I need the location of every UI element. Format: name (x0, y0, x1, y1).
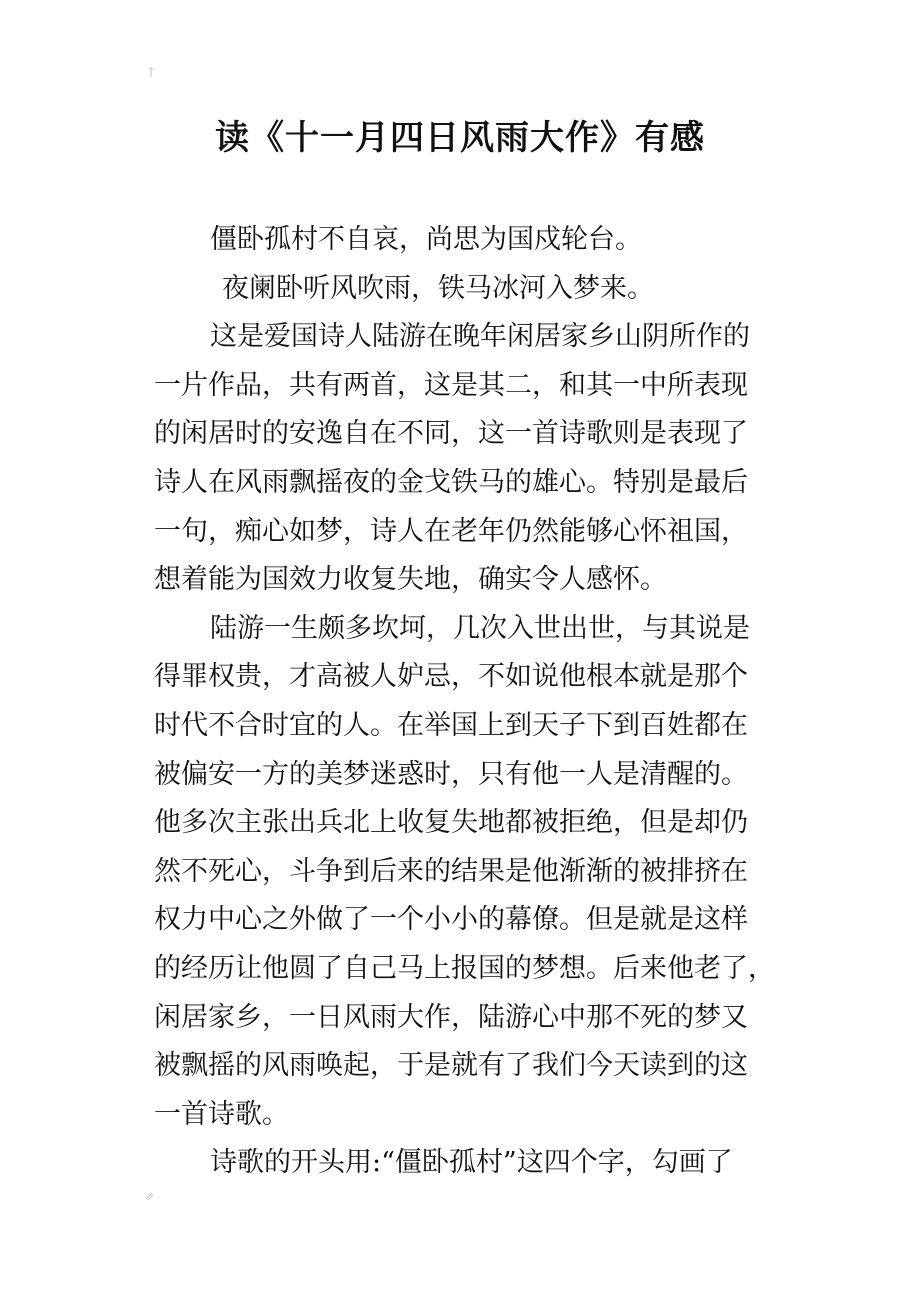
paragraph-line: 得罪权贵，才高被人妒忌，不如说他根本就是那个 (154, 661, 748, 693)
paragraph-line: 一片作品，共有两首，这是其二，和其一中所表现 (154, 369, 748, 401)
paragraph-line: 时代不合时宜的人。在举国上到天子下到百姓都在 (154, 709, 748, 741)
document-body (154, 216, 774, 1188)
paragraph-line: 被偏安一方的美梦迷惑时，只有他一人是清醒的。 (154, 758, 748, 790)
paragraph-line: 闲居家乡，一日风雨大作，陆游心中那不死的梦又 (154, 1001, 748, 1033)
paragraph-line: 想着能为国效力收复失地，确实令人感怀。 (154, 564, 667, 596)
poem-line: 夜阑卧听风吹雨，铁马冰河入梦来。 (222, 272, 654, 304)
poem-line: 僵卧孤村不自哀，尚思为国戍轮台。 (210, 224, 642, 255)
corner-mark-icon (144, 1190, 154, 1202)
paragraph-line: 一首诗歌。 (154, 1098, 289, 1130)
paragraph-line: 这是爱国诗人陆游在晚年闲居家乡山阴所作的 (210, 321, 750, 353)
paragraph-line: 陆游一生颇多坎坷，几次入世出世，与其说是 (210, 612, 750, 644)
paragraph-line: 的闲居时的安逸自在不同，这一首诗歌则是表现了 (154, 418, 748, 450)
paragraph-line: 一句，痴心如梦，诗人在老年仍然能够心怀祖国， (154, 515, 748, 547)
corner-mark-icon (146, 66, 156, 78)
paragraph-line: 权力中心之外做了一个小小的幕僚。但是就是这样 (154, 904, 748, 936)
paragraph-line: 然不死心，斗争到后来的结果是他渐渐的被排挤在 (154, 855, 748, 887)
paragraph-line: 的经历让他圆了自己马上报国的梦想。后来他老了， (154, 952, 775, 984)
paragraph-line: 被飘摇的风雨唤起，于是就有了我们今天读到的这 (154, 1050, 748, 1082)
paragraph-line: 诗歌的开头用:“僵卧孤村”这四个字，勾画了 (210, 1147, 733, 1179)
paragraph-line: 诗人在风雨飘摇夜的金戈铁马的雄心。特别是最后 (154, 466, 748, 498)
paragraph-line: 他多次主张出兵北上收复失地都被拒绝，但是却仍 (154, 807, 748, 839)
page-title: 读《十一月四日风雨大作》有感 (215, 118, 705, 158)
